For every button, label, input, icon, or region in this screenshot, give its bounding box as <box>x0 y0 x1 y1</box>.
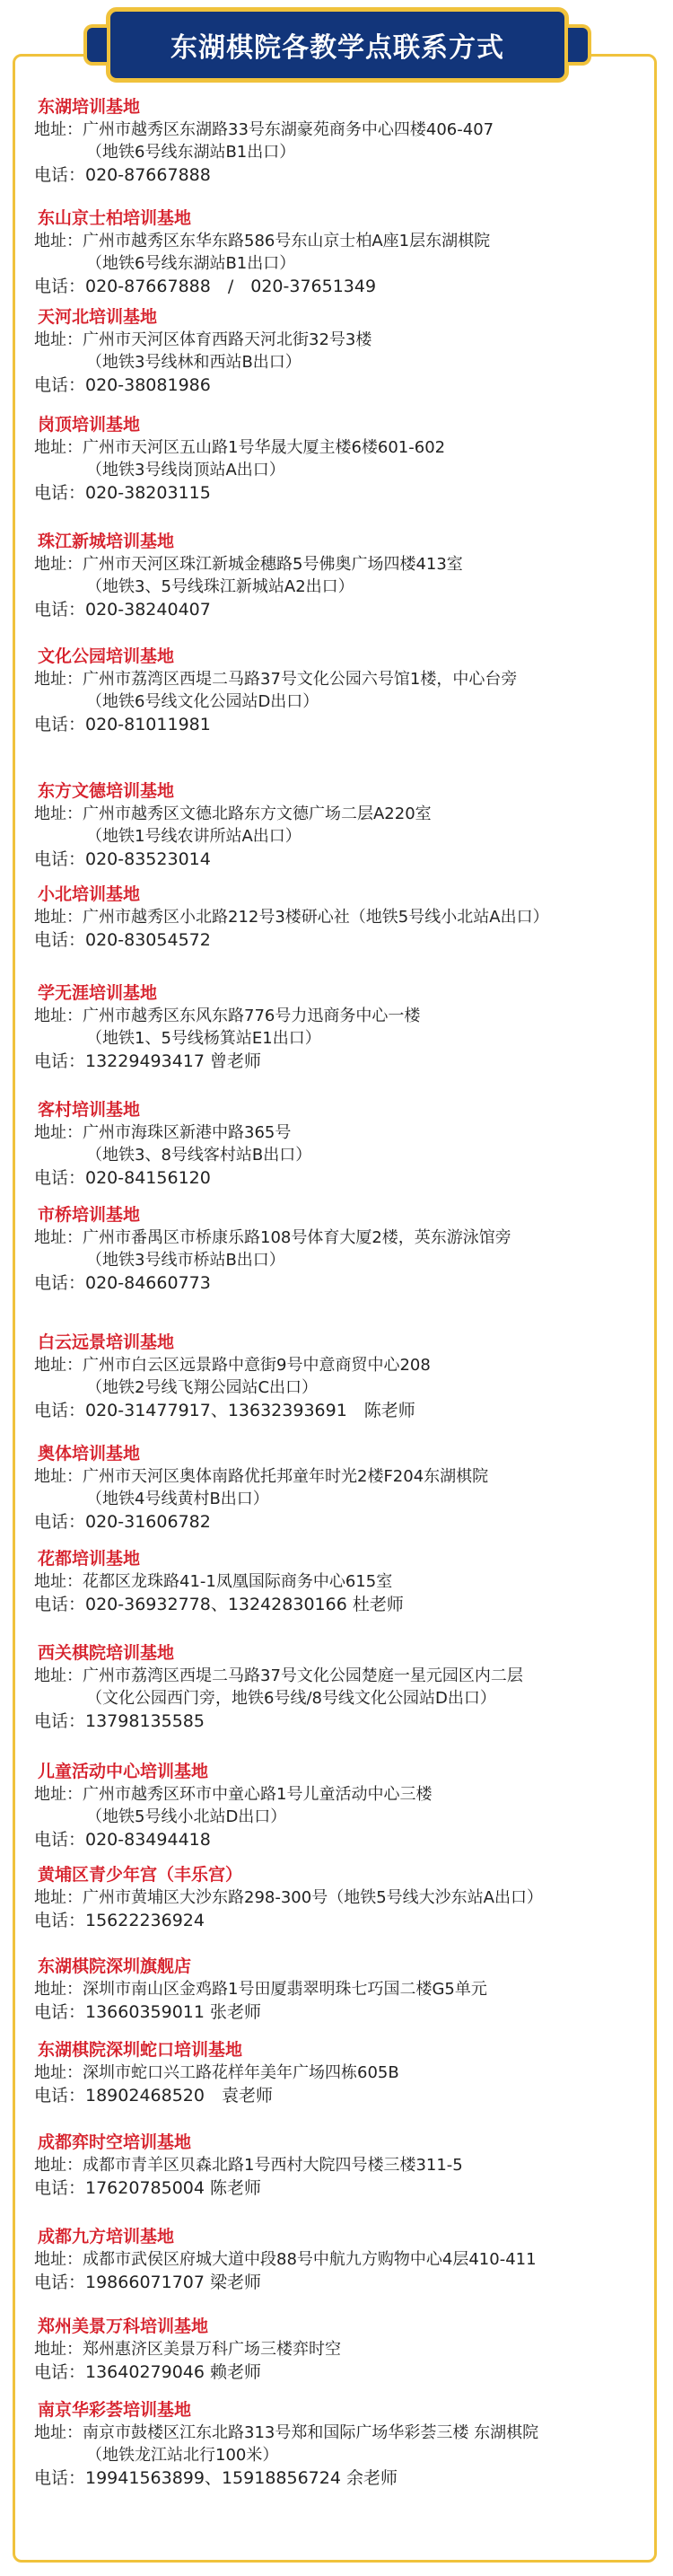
address-line: 地址：广州市越秀区东风东路776号力迅商务中心一楼 <box>34 1007 421 1025</box>
location-section <box>34 305 644 398</box>
phone-line: 电话：020-36932778、13242830166 杜老师 <box>34 1595 404 1614</box>
phone-line: 电话：13229493417 曾老师 <box>34 1051 262 1071</box>
location-section <box>34 883 644 953</box>
transit-note: （地铁6号线文化公园站D出口） <box>86 692 319 711</box>
location-title: 客村培训基地 <box>38 1100 141 1120</box>
transit-note: （地铁龙江站北行100米） <box>86 2446 279 2465</box>
phone-line: 电话：020-83494418 <box>34 1830 211 1850</box>
transit-note: （地铁6号线东湖站B1出口） <box>86 254 296 273</box>
location-title: 奥体培训基地 <box>38 1444 141 1464</box>
address-line: 地址：深圳市南山区金鸡路1号田厦翡翠明珠七巧国二楼G5单元 <box>34 1980 487 1999</box>
location-section <box>34 530 644 622</box>
address-line: 地址：广州市天河区五山路1号华晟大厦主楼6楼601-602 <box>34 438 446 457</box>
address-line: 地址：广州市越秀区文德北路东方文德广场二层A220室 <box>34 804 432 823</box>
location-section <box>34 1098 644 1191</box>
address-line: 地址：广州市黄埔区大沙东路298-300号（地铁5号线大沙东站A出口） <box>34 1888 543 1907</box>
address-line: 地址：成都市武侯区府城大道中段88号中航九方购物中心4层410-411 <box>34 2250 537 2269</box>
location-section <box>34 1203 644 1296</box>
location-section <box>34 1331 644 1423</box>
location-section <box>34 2131 644 2201</box>
phone-line: 电话：020-87667888 <box>34 165 211 185</box>
location-section <box>34 2225 644 2295</box>
location-title: 花都培训基地 <box>38 1549 141 1569</box>
location-title: 东山京士柏培训基地 <box>38 208 192 228</box>
location-section <box>34 95 644 188</box>
phone-line: 电话：020-84660773 <box>34 1273 211 1293</box>
title-banner <box>106 7 569 83</box>
transit-note: （地铁3、8号线客村站B出口） <box>86 1146 312 1165</box>
transit-note: （地铁4号线黄村B出口） <box>86 1490 269 1508</box>
phone-line: 电话：13660359011 张老师 <box>34 2002 262 2022</box>
location-section <box>34 1641 644 1734</box>
location-title: 黄埔区青少年宫（丰乐宫） <box>38 1865 243 1885</box>
location-title: 学无涯培训基地 <box>38 983 158 1003</box>
address-line: 地址：广州市天河区奥体南路优托邦童年时光2楼F204东湖棋院 <box>34 1467 489 1486</box>
location-section <box>34 1955 644 2025</box>
phone-line: 电话：13798135585 <box>34 1711 205 1731</box>
location-section <box>34 1442 644 1534</box>
location-section <box>34 645 644 737</box>
location-title: 成都弈时空培训基地 <box>38 2132 192 2152</box>
location-title: 东方文德培训基地 <box>38 781 175 801</box>
location-title: 市桥培训基地 <box>38 1205 141 1225</box>
location-title: 珠江新城培训基地 <box>38 532 175 551</box>
phone-line: 电话：020-83523014 <box>34 849 211 869</box>
transit-note: （地铁2号线飞翔公园站C出口） <box>86 1378 319 1397</box>
location-section <box>34 2398 644 2491</box>
location-title: 小北培训基地 <box>38 884 141 904</box>
address-line: 地址：广州市越秀区小北路212号3楼研心社（地铁5号线小北站A出口） <box>34 908 549 927</box>
address-line: 地址：花都区龙珠路41-1凤凰国际商务中心615室 <box>34 1572 393 1591</box>
address-line: 地址：深圳市蛇口兴工路花样年美年广场四栋605B <box>34 2063 399 2082</box>
phone-line: 电话：020-38081986 <box>34 375 211 395</box>
phone-line: 电话：020-31477917、13632393691 陈老师 <box>34 1401 415 1420</box>
phone-line: 电话：020-38203115 <box>34 483 211 503</box>
transit-note: （地铁5号线小北站D出口） <box>86 1807 287 1826</box>
transit-note: （地铁1号线农讲所站A出口） <box>86 827 302 846</box>
phone-line: 电话：19866071707 梁老师 <box>34 2273 262 2292</box>
location-section <box>34 2315 644 2385</box>
location-title: 岗顶培训基地 <box>38 415 141 435</box>
location-title: 天河北培训基地 <box>38 307 158 327</box>
location-section <box>34 981 644 1074</box>
location-title: 成都九方培训基地 <box>38 2227 175 2246</box>
address-line: 地址：广州市荔湾区西堤二马路37号文化公园六号馆1楼，中心台旁 <box>34 670 518 689</box>
location-title: 文化公园培训基地 <box>38 646 175 666</box>
address-line: 地址：郑州惠济区美景万科广场三楼弈时空 <box>34 2340 341 2359</box>
address-line: 地址：成都市青羊区贝森北路1号西村大院四号楼三楼311-5 <box>34 2156 463 2175</box>
transit-note: （地铁6号线东湖站B1出口） <box>86 143 296 162</box>
location-title: 东湖培训基地 <box>38 97 141 117</box>
phone-line: 电话：020-87667888 / 020-37651349 <box>34 277 377 296</box>
transit-note: （地铁3号线林和西站B出口） <box>86 353 302 372</box>
phone-line: 电话：17620785004 陈老师 <box>34 2178 262 2198</box>
transit-note: （地铁3号线岗顶站A出口） <box>86 461 285 479</box>
location-title: 西关棋院培训基地 <box>38 1643 175 1663</box>
location-section <box>34 1863 644 1933</box>
location-section <box>34 413 644 506</box>
address-line: 地址：广州市越秀区东华东路586号东山京士柏A座1层东湖棋院 <box>34 232 491 251</box>
page-title: 东湖棋院各教学点联系方式 <box>170 32 504 64</box>
phone-line: 电话：18902468520 袁老师 <box>34 2086 273 2106</box>
phone-line: 电话：020-38240407 <box>34 600 211 620</box>
location-title: 儿童活动中心培训基地 <box>38 1762 209 1781</box>
phone-line: 电话：15622236924 <box>34 1911 205 1930</box>
location-section <box>34 1547 644 1617</box>
location-title: 南京华彩荟培训基地 <box>38 2400 192 2420</box>
transit-note: （地铁1、5号线杨箕站E1出口） <box>86 1029 321 1048</box>
address-line: 地址：广州市天河区珠江新城金穗路5号佛奥广场四楼413室 <box>34 555 463 574</box>
address-line: 地址：广州市越秀区环市中童心路1号儿童活动中心三楼 <box>34 1785 433 1804</box>
phone-line: 电话：020-31606782 <box>34 1512 211 1532</box>
address-line: 地址：广州市白云区远景路中意街9号中意商贸中心208 <box>34 1356 431 1375</box>
phone-line: 电话：13640279046 赖老师 <box>34 2362 262 2382</box>
address-line: 地址：广州市荔湾区西堤二马路37号文化公园楚庭一星元园区内二层 <box>34 1666 523 1685</box>
address-line: 地址：广州市天河区体育西路天河北街32号3楼 <box>34 330 372 349</box>
transit-note: （地铁3、5号线珠江新城站A2出口） <box>86 577 354 596</box>
phone-line: 电话：020-83054572 <box>34 930 211 950</box>
transit-note: （地铁3号线市桥站B出口） <box>86 1251 285 1270</box>
location-section <box>34 1760 644 1852</box>
phone-line: 电话：020-81011981 <box>34 715 211 734</box>
transit-note: （文化公园西门旁，地铁6号线/8号线文化公园站D出口） <box>86 1689 496 1708</box>
location-section <box>34 207 644 299</box>
location-title: 白云远景培训基地 <box>38 1332 175 1352</box>
location-title: 东湖棋院深圳蛇口培训基地 <box>38 2040 243 2060</box>
location-section <box>34 779 644 872</box>
address-line: 地址：广州市番禺区市桥康乐路108号体育大厦2楼，英东游泳馆旁 <box>34 1228 511 1247</box>
location-title: 东湖棋院深圳旗舰店 <box>38 1956 192 1976</box>
address-line: 地址：南京市鼓楼区江东北路313号郑和国际广场华彩荟三楼 东湖棋院 <box>34 2423 539 2442</box>
address-line: 地址：广州市越秀区东湖路33号东湖豪苑商务中心四楼406-407 <box>34 120 494 139</box>
location-section <box>34 2038 644 2108</box>
phone-line: 电话：19941563899、15918856724 余老师 <box>34 2468 398 2488</box>
phone-line: 电话：020-84156120 <box>34 1168 211 1188</box>
location-title: 郑州美景万科培训基地 <box>38 2317 209 2336</box>
address-line: 地址：广州市海珠区新港中路365号 <box>34 1123 292 1142</box>
